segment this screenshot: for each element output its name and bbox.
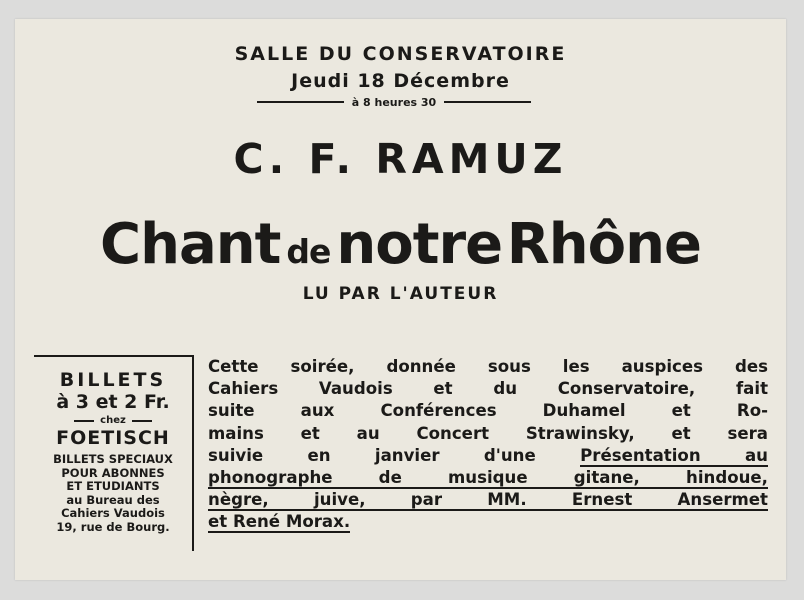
title-word-notre: notre [336, 212, 503, 277]
tickets-price: à 3 et 2 Fr. [56, 391, 170, 413]
poster [15, 19, 786, 580]
special-line: au Bureau des [66, 492, 160, 507]
title-word-de: de [286, 232, 331, 271]
venue-heading: SALLE DU CONSERVATOIRE [234, 43, 567, 65]
body-line: suite aux Conférences Duhamel et Ro- [208, 401, 768, 421]
underlined-text: et René Morax. [208, 512, 351, 532]
author-name: C. F. RAMUZ [233, 135, 568, 183]
body-line-part: suivie en janvier d'une [208, 445, 536, 465]
time-row [257, 95, 531, 109]
body-line [208, 467, 768, 489]
body-line: Cette soirée, donnée sous les auspices des [208, 357, 768, 376]
chez-rule-left [74, 420, 94, 422]
body-line [208, 489, 768, 511]
title-word-rhone: Rhône [506, 212, 701, 277]
subtitle: LU PAR L'AUTEUR [302, 284, 499, 304]
time-rule-left [257, 101, 344, 103]
special-line: Cahiers Vaudois [61, 506, 165, 520]
title-word-chant: Chant [99, 212, 281, 277]
underlined-text: phonographe de musique gitane, hindoue, [208, 468, 768, 488]
ticket-info-box [34, 355, 194, 551]
body-line: mains et au Concert Strawinsky, et sera [208, 423, 768, 443]
chez-rule-right [132, 420, 152, 422]
description-text [208, 356, 768, 534]
body-line: Cahiers Vaudois et du Conservatoire, fait [208, 379, 768, 399]
chez-row [34, 415, 192, 426]
special-tickets [34, 453, 192, 534]
date-heading: Jeudi 18 Décembre [291, 70, 510, 92]
special-line: BILLETS SPECIAUX [53, 452, 173, 466]
ticket-vendor: FOETISCH [56, 427, 170, 449]
special-line: POUR ABONNES [61, 465, 165, 480]
body-line [208, 445, 768, 467]
time-rule-right [444, 101, 531, 103]
underlined-text: Présentation au [580, 445, 768, 465]
underlined-text: nègre, juive, par MM. Ernest Ansermet [208, 490, 768, 510]
special-line: ET ETUDIANTS [66, 479, 160, 493]
poster-title [15, 212, 786, 277]
body-line [208, 511, 768, 533]
time-text: à 8 heures 30 [351, 95, 437, 109]
special-line: 19, rue de Bourg. [56, 519, 170, 534]
tickets-heading: BILLETS [59, 369, 167, 391]
chez-text: chez [100, 415, 126, 426]
